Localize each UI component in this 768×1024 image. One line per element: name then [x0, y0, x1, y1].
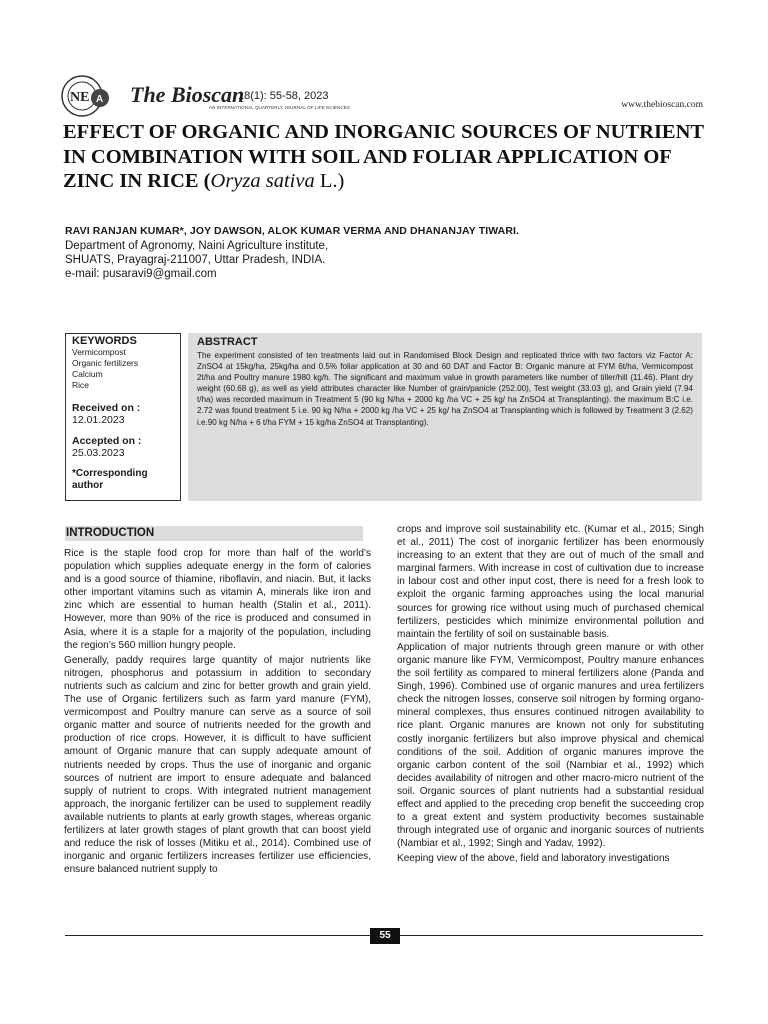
journal-tagline: AN INTERNATIONAL QUARTERLY JOURNAL OF LIFE SCIENCES — [209, 105, 350, 110]
nea-society-logo-icon — [60, 74, 126, 118]
received-label: Received on : — [72, 402, 141, 414]
abstract-text: The experiment consisted of ten treatments laid out in Randomised Block Design and replicated thrice with two factors viz Factor A: ZnSO4 at 15kg/ha, 25kg/ha and 0.5% foliar application at 30 and 60 DAT and Factor B: Organic manure at FYM 6t/ha, Vermicompost 2t/ha and Poultry manure 1980 kg/h. The significant and maximum value in growth parameters like number of tiller/hill (11.46). Plant dry weight (60.68 g), as well as yield attributes character like Number of grain/panicle (252.00), Test weight (33.03 g), and Grain yield (7.94 t/ha) was recorded maximum in Treatment 5 (90 kg N/ha + 2000 kg /ha VC + 25 kg/ ha ZnSO4 at Transplanting). the maximum B:C i.e. 2.72 was found treatment 5 i.e. 90 kg N/ha + 2000 kg /ha VC + 25 kg/ ha ZnSO4 at Transplanting which is followed by Treatment 3 (2.62) i.e.90 kg N/ha + 6 t/ha FYM + 15 kg/ha ZnSO4 at Transplanting). — [197, 351, 693, 427]
paper-title — [63, 120, 708, 194]
body-paragraph: crops and improve soil sustainability etc. (Kumar et al., 2015; Singh et al., 2011) The cost of inorganic fertilizer has been enormously increasing to an extent that they are out of much of the small and marginal farmers. With increase in cost of cultivation due to increase in labour cost and other input cost, there is need for a fresh look to exploit the organic farming approaches using the local manurial sources for growing rice without using much of purchased chemical fertilizers, pesticides which minimize environmental pollution and maintain the fertility of soil on sustainable basis. — [397, 524, 704, 640]
introduction-heading: INTRODUCTION — [65, 526, 363, 541]
body-paragraph: Generally, paddy requires large quantity of major nutrients like nitrogen, phosphorus and potassium in addition to secondary nutrients such as calcium and zinc for better growth and grain yield. The use of Organic fertilizers such as farm yard manure (FYM), vermicompost and Poultry manure can serve as a source of soil organic matter and source of nutrients needed for the growth and production of rice crops. However, it is difficult to have sufficient amount of Organic manure that can supply adequate amount of nutrients needed by crops. Thus the use of inorganic and organic sources of nutrient are import to ensure adequate and balanced supply of nutrient to crops. With integrated nutrient management approach, the inorganic fertilizer can be used to supplement readily available nutrients to plants at early growth stages, whereas organic fertilizers at later growth stages of plant growth that can boost yield and reduce the risk of losses (Mitiku et al., 2014). Combined use of inorganic and organic fertilizers increases fertilizer use efficiencies, ensure balanced nutrient supply to — [64, 654, 371, 876]
affiliation-address: SHUATS, Prayagraj-211007, Uttar Pradesh, INDIA. — [65, 254, 326, 266]
abstract-heading: ABSTRACT — [197, 336, 258, 348]
title-suffix: L.) — [314, 170, 345, 192]
keywords-heading: KEYWORDS — [72, 335, 137, 347]
body-paragraph: Rice is the staple food crop for more than half of the world’s population which supplies adequate energy in the form of calories and is a good source of thiamine, riboflavin, and niacin. But, it lacks other important vitamins such as vitamin A, minerals like iron and zinc which are essential to human health (Stalin et al., 2011). However, more than 90% of the rice is produced and consumed in Asia, where it is a staple for a majority of the population, including the region’s 560 million hungry people. — [64, 548, 371, 651]
abstract-box — [188, 333, 702, 501]
title-main: EFFECT OF ORGANIC AND INORGANIC SOURCES OF NUTRIENT IN COMBINATION WITH SOIL AND FOLIAR APPLICATION OF ZINC IN RICE ( — [63, 121, 704, 192]
svg-text:A: A — [96, 94, 104, 105]
title-species: Oryza sativa — [210, 170, 315, 192]
right-column — [397, 523, 704, 865]
accepted-label: Accepted on : — [72, 435, 142, 447]
received-date: 12.01.2023 — [72, 414, 125, 426]
page-number: 55 — [370, 928, 400, 944]
keyword-item: Organic fertilizers — [72, 358, 139, 368]
affiliation-department: Department of Agronomy, Naini Agriculture institute, — [65, 240, 329, 252]
accepted-date: 25.03.2023 — [72, 447, 125, 459]
journal-issue: 18(1): 55-58, 2023 — [238, 90, 329, 102]
left-column — [64, 547, 371, 876]
keyword-item: Rice — [72, 380, 90, 390]
svg-text:NE: NE — [70, 90, 90, 105]
journal-name: The Bioscan — [130, 82, 245, 107]
keyword-item: Calcium — [72, 369, 103, 379]
author-list: RAVI RANJAN KUMAR*, JOY DAWSON, ALOK KUMAR VERMA AND DHANANJAY TIWARI. — [65, 225, 520, 237]
body-paragraph: Application of major nutrients through green manure or with other organic manure like FYM, Vermicompost, Poultry manure enhances the soil fertility as compared to mineral fertilizers alone (Panda and Singh, 1996). Combined use of organic manures and urea fertilizers check the nitrogen losses, conserve soil nitrogen by forming organo-mineral complexes, thus ensures continued nitrogen availability to rice plant. Organic manures are known not only for substituting costly inorganic fertilizers but also improve physical and chemical conditions of the soil. Addition of organic manures improve the organic carbon content of the soil (Nambiar et al., 1992) which decides availability of nitrogen and other macro-micro nutrient of the soil. Organic sources of plant nutrients had a substantial residual effect and applied to the preceding crop benefit the succeeding crop to a great extent and system productivity becomes sustainable through integrated use of organic and inorganic sources of nutrients (Nambiar et al., 1992; Singh and Yadav, 1992). — [397, 641, 704, 850]
keywords-box — [65, 333, 181, 501]
body-paragraph: Keeping view of the above, field and laboratory investigations — [397, 853, 670, 865]
keyword-item: Vermicompost — [72, 347, 126, 357]
affiliation-email: e-mail: pusaravi9@gmail.com — [65, 268, 217, 280]
journal-website: www.thebioscan.com — [621, 100, 703, 110]
corresponding-author-note: *Corresponding author — [72, 468, 148, 491]
